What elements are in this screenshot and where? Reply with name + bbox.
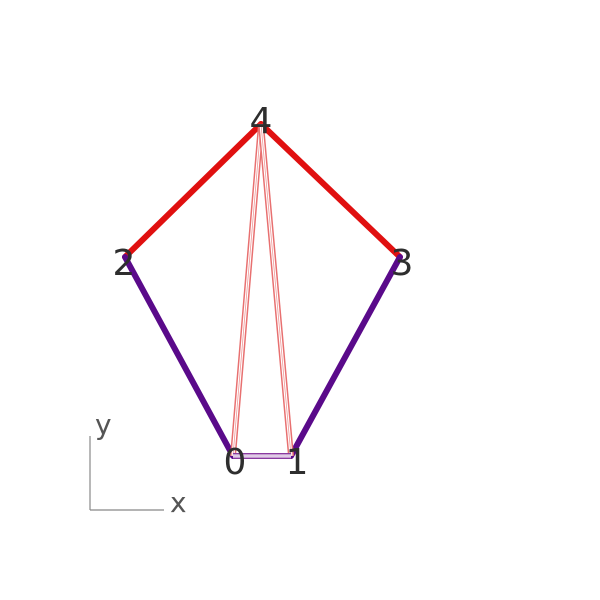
node-label-4: 4 — [249, 101, 273, 142]
member-1-3 — [291, 257, 400, 456]
member-2-0 — [125, 257, 233, 456]
node-label-1: 1 — [285, 442, 309, 483]
member-0-4 — [233, 124, 261, 456]
node-label-0: 0 — [223, 442, 247, 483]
x-axis-label: x — [170, 486, 187, 519]
node-label-3: 3 — [390, 243, 414, 284]
members-layer — [125, 124, 400, 456]
y-axis-label: y — [95, 408, 112, 441]
node-label-2: 2 — [112, 243, 136, 284]
member-1-4 — [261, 124, 291, 456]
axes-indicator — [90, 408, 187, 519]
member-2-4 — [125, 124, 261, 257]
member-4-3 — [261, 124, 400, 257]
